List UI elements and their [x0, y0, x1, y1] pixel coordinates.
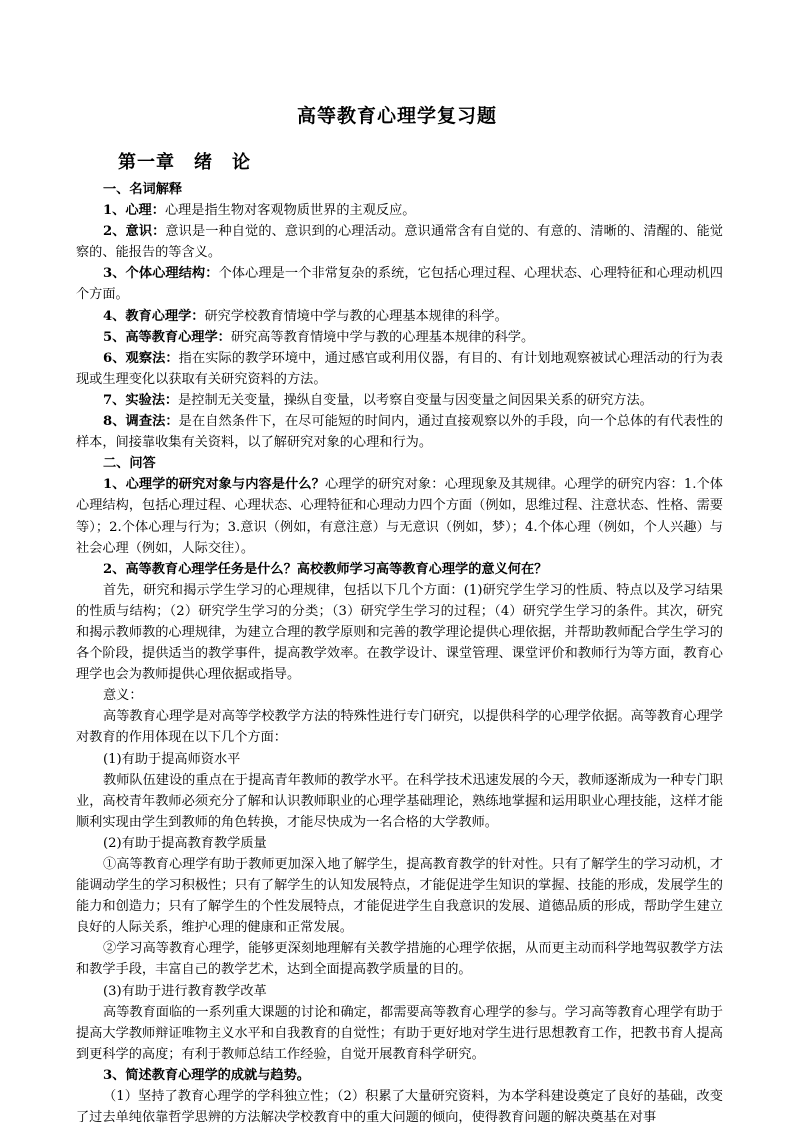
term-definition: 指在实际的教学环境中，通过感官或利用仪器，有目的、有计划地观察被试心理活动的行为表现或生理变化以获取有关研究资料的方法。	[76, 350, 723, 387]
term-label: 3、个体心理结构：	[103, 266, 219, 282]
term-entry	[76, 263, 723, 305]
term-label: 2、意识：	[103, 224, 166, 240]
question-2	[76, 559, 723, 580]
section-heading-terms: 一、名词解释	[103, 182, 183, 197]
term-definition: 个体心理是一个非常复杂的系统，它包括心理过程、心理状态、心理特征和心理动机四个方面。	[76, 266, 723, 303]
paragraph: 教师队伍建设的重点在于提高青年教师的教学水平。在科学技术迅速发展的今天，教师逐渐成为一种专门职业，高校青年教师必须充分了解和认识教师职业的心理学基础理论，熟练地掌握和运用职业心理技能，这样才能顺利实现由学生到教师的角色转换，才能尽快成为一名合格的大学教师。	[76, 772, 723, 830]
term-label: 5、高等教育心理学：	[103, 329, 231, 345]
question-text: 1、心理学的研究对象与内容是什么？	[103, 477, 325, 493]
paragraph: ①高等教育心理学有助于教师更加深入地了解学生，提高教育教学的针对性。只有了解学生的学习动机，才能调动学生的学习积极性；只有了解学生的认知发展特点，才能促进学生知识的掌握、技能的形成，发展学生的能力和创造力；只有了解学生的个性发展特点，才能促进学生自我意识的发展、道德品质的形成，帮助学生建立良好的人际关系，维护心理的健康和正常发展。	[76, 857, 723, 936]
term-definition: 研究学校教育情境中学与教的心理基本规律的科学。	[204, 308, 508, 324]
term-entry	[76, 327, 723, 348]
term-entry	[76, 200, 723, 221]
question-1	[76, 474, 723, 558]
paragraph: ②学习高等教育心理学，能够更深刻地理解有关教学措施的心理学依据，从而更主动而科学地驾驭教学方法和教学手段，丰富自己的教学艺术，达到全面提高教学质量的目的。	[76, 941, 723, 978]
section-heading-qa: 二、问答	[103, 456, 156, 472]
term-definition: 意识是一种自觉的、意识到的心理活动。意识通常含有自觉的、有意的、清晰的、清醒的、能觉察的、能报告的等含义。	[76, 224, 723, 261]
question-3	[76, 1065, 723, 1086]
term-definition: 是在自然条件下，在尽可能短的时间内，通过直接观察以外的手段，向一个总体的有代表性的样本，间接靠收集有关资料，以了解研究对象的心理和行为。	[76, 414, 723, 451]
term-label: 8、调查法：	[103, 414, 179, 430]
paragraph: 高等教育心理学是对高等学校教学方法的特殊性进行专门研究，以提供科学的心理学依据。高等教育心理学对教育的作用体现在以下几个方面：	[76, 709, 723, 746]
paragraph: (1)有助于提高师资水平	[103, 751, 241, 767]
term-entry	[76, 390, 723, 411]
paragraph: 意义：	[103, 688, 143, 704]
chapter-heading: 第一章 绪 论	[118, 152, 251, 173]
term-definition: 心理是指生物对客观物质世界的主观反应。	[164, 203, 416, 219]
term-label: 6、观察法：	[103, 350, 179, 366]
question-text: 2、高等教育心理学任务是什么？高校教师学习高等教育心理学的意义何在？	[103, 561, 548, 577]
term-definition: 是控制无关变量，操纵自变量，以考察自变量与因变量之间因果关系的研究方法。	[178, 392, 653, 408]
document-body	[76, 179, 723, 1128]
question-text: 3、简述教育心理学的成就与趋势。	[103, 1067, 310, 1083]
paragraph: 首先，研究和揭示学生学习的心理规律，包括以下几个方面：(1)研究学生学习的性质、特点以及学习结果的性质与结构；（2）研究学生学习的分类；（3）研究学生学习的过程；（4）研究学生学习的条件。其次，研究和揭示教师教的心理规律，为建立合理的教学原则和完善的教学理论提供心理依据，并帮助教师配合学生学习的各个阶段，提供适当的教学事件，提高教学效率。在教学设计、课堂管理、课堂评价和教师行为等方面，教育心理学也会为教师提供心理依据或指导。	[76, 582, 723, 683]
term-label: 1、心理：	[103, 203, 165, 219]
term-label: 7、实验法：	[103, 392, 179, 408]
document-title: 高等教育心理学复习题	[296, 105, 497, 127]
term-entry	[76, 348, 723, 390]
paragraph: （1）坚持了教育心理学的学科独立性；（2）积累了大量研究资料，为本学科建设奠定了良好的基础，改变了过去单纯依靠哲学思辨的方法解决学校教育中的重大问题的倾向，使得教育问题的解决奠基在对事	[76, 1089, 723, 1126]
term-entry	[76, 411, 723, 453]
term-label: 4、教育心理学：	[103, 308, 205, 324]
paragraph: (2)有助于提高教育教学质量	[103, 835, 267, 851]
term-definition: 研究高等教育情境中学与教的心理基本规律的科学。	[230, 329, 535, 345]
term-entry	[76, 306, 723, 327]
term-entry	[76, 221, 723, 263]
answer-text: 心理学的研究对象：心理现象及其规律。心理学的研究内容：1.个体心理结构，包括心理过程、心理状态、心理特征和心理动力四个方面（例如，思维过程、注意状态、性格、需要等）；2.个体心理与行为；3.意识（例如，有意注意）与无意识（例如，梦）；4.个体心理（例如，个人兴趣）与社会心理（例如，人际交往）。	[76, 477, 723, 556]
paragraph: 高等教育面临的一系列重大课题的讨论和确定，都需要高等教育心理学的参与。学习高等教育心理学有助于提高大学教师辩证唯物主义水平和自我教育的自觉性；有助于更好地对学生进行思想教育工作，把教书育人提高到更科学的高度；有利于教师总结工作经验，自觉开展教育科学研究。	[76, 1004, 723, 1062]
paragraph: (3)有助于进行教育教学改革	[103, 983, 267, 999]
